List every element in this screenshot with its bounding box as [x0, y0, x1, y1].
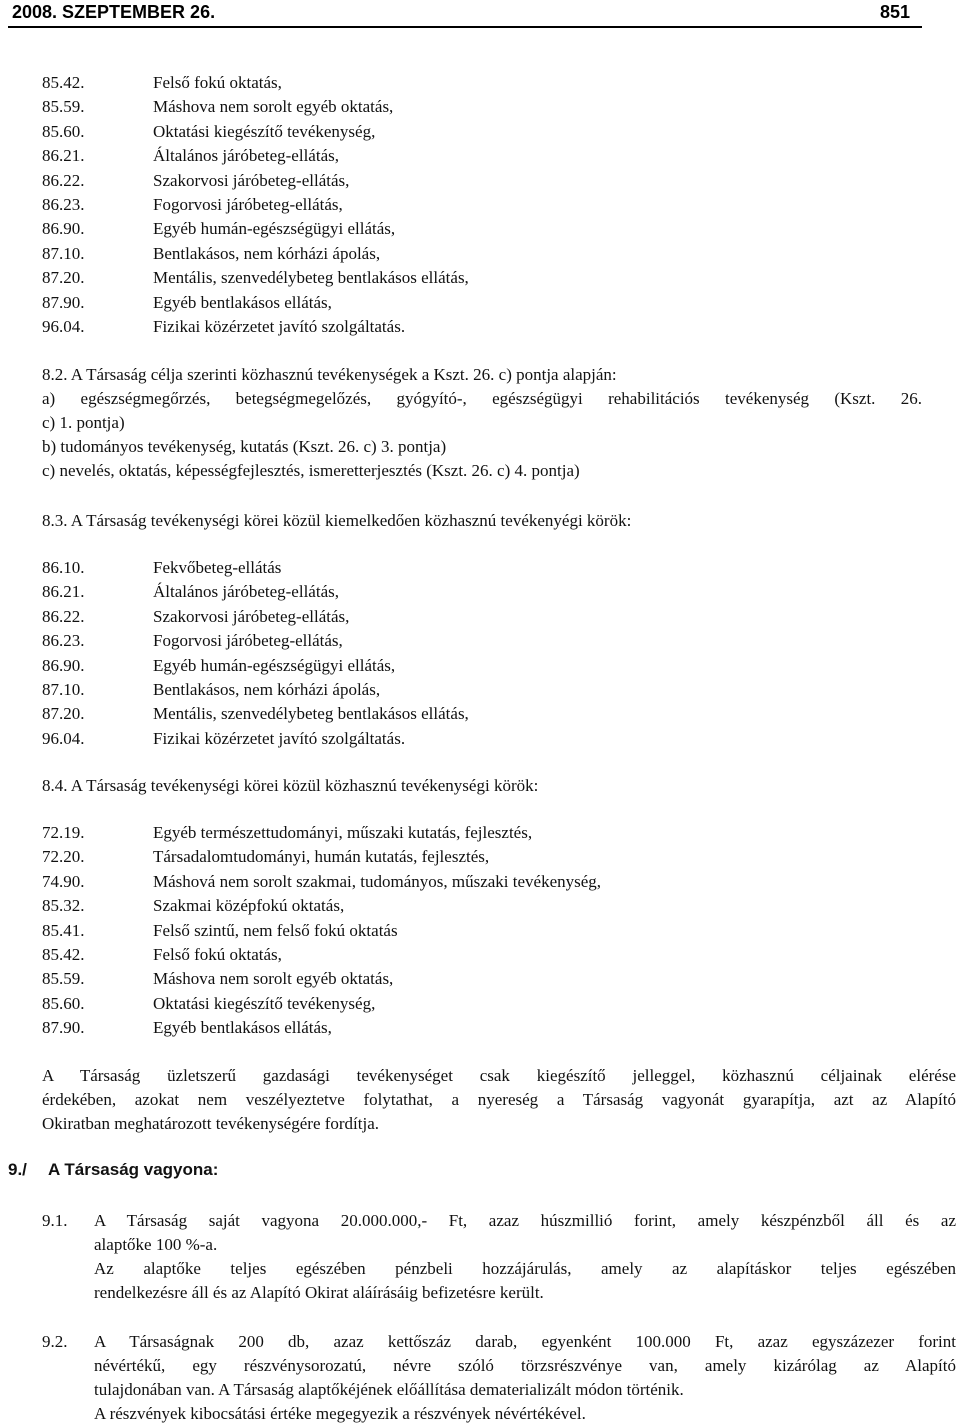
- activity-code: 85.60.: [42, 121, 85, 141]
- section-9-heading: [8, 1158, 218, 1182]
- paragraph-line: alaptőke 100 %-a.: [94, 1235, 218, 1254]
- paragraph-line: A Társaság üzletszerű gazdasági tevékenységet csak kiegészítő jelleggel, közhasznú céljainak elérése: [42, 1066, 956, 1085]
- activity-code: 86.10.: [42, 558, 85, 577]
- activity-code: 86.22.: [42, 170, 85, 190]
- activity-code: 72.20.: [42, 847, 85, 867]
- list-item: [42, 242, 469, 266]
- header-date: 2008. SZEPTEMBER 26.: [12, 2, 216, 22]
- activity-code: 86.21.: [42, 582, 85, 602]
- activity-code: 85.32.: [42, 896, 85, 916]
- list-item: [42, 992, 601, 1016]
- activity-code: 86.21.: [42, 146, 85, 166]
- activity-text: Fizikai közérzetet javító szolgáltatás.: [153, 316, 406, 336]
- list-item: [42, 193, 469, 217]
- list-item: [42, 894, 601, 918]
- activity-code: 85.59.: [42, 97, 85, 117]
- activity-code: 86.90.: [42, 219, 85, 239]
- activity-text: Társadalomtudományi, humán kutatás, fejlesztés,: [153, 847, 490, 867]
- list-item: [42, 291, 469, 315]
- section-8-3-list: [42, 556, 469, 751]
- activity-code: 85.42.: [42, 944, 85, 964]
- page-number: 851: [880, 2, 911, 22]
- activity-text: Általános járóbeteg-ellátás,: [153, 582, 339, 602]
- activity-text: Mentális, szenvedélybeteg bentlakásos ellátás,: [153, 704, 469, 724]
- activity-code: 87.10.: [42, 243, 85, 263]
- activity-code: 87.20.: [42, 268, 85, 288]
- list-item: [42, 678, 469, 702]
- activity-code: 87.90.: [42, 1018, 85, 1038]
- section-9-title: A Társaság vagyona:: [48, 1160, 219, 1179]
- list-item: [42, 919, 601, 943]
- activity-code: 96.04.: [42, 316, 85, 336]
- list-item: [42, 702, 469, 726]
- activity-code: 87.20.: [42, 704, 85, 724]
- section-8-4-heading: 8.4. A Társaság tevékenységi körei közül közhasznú tevékenységi körök:: [42, 776, 539, 795]
- activity-code: 86.22.: [42, 606, 85, 626]
- activity-text: Máshova nem sorolt egyéb oktatás,: [153, 97, 394, 117]
- section-8-2: [42, 363, 922, 483]
- paragraph-line: rendelkezésre áll és az Alapító Okirat aláírásáig befizetésre került.: [94, 1283, 544, 1302]
- paragraph-line: Az alaptőke teljes egészében pénzbeli hozzájárulás, amely az alapításkor teljes egészében: [94, 1259, 956, 1278]
- header-rule: [8, 26, 922, 28]
- list-item: [42, 266, 469, 290]
- list-item: [42, 315, 469, 339]
- activity-code: 72.19.: [42, 823, 85, 842]
- section-8-2-item-a: a) egészségmegőrzés, betegségmegelőzés, gyógyító-, egészségügyi rehabilitációs tevékenység (Kszt. 26.: [42, 389, 922, 408]
- activity-text: Bentlakásos, nem kórházi ápolás,: [153, 243, 381, 263]
- activity-text: Felső szintű, nem felső fokú oktatás: [153, 920, 398, 940]
- section-8-2-item-b: b) tudományos tevékenység, kutatás (Kszt. 26. c) 3. pontja): [42, 437, 447, 456]
- activity-code: 86.90.: [42, 655, 85, 675]
- activity-text: Egyéb bentlakásos ellátás,: [153, 1018, 332, 1038]
- activity-text: Fogorvosi járóbeteg-ellátás,: [153, 631, 343, 651]
- activity-code-list: [42, 71, 469, 339]
- activity-code: 96.04.: [42, 728, 85, 748]
- section-8-2-item-a-cont: c) 1. pontja): [42, 413, 125, 432]
- list-item: [42, 71, 469, 95]
- paragraph-line: tulajdonában van. A Társaság alaptőkéjének előállítása dematerializált módon történik.: [94, 1380, 684, 1399]
- section-8-2-heading: 8.2. A Társaság célja szerinti közhasznú tevékenységek a Kszt. 26. c) pontja alapján:: [42, 365, 617, 384]
- activity-text: Egyéb bentlakásos ellátás,: [153, 292, 332, 312]
- activity-text: Máshová nem sorolt szakmai, tudományos, műszaki tevékenység,: [153, 871, 602, 891]
- list-item: [42, 727, 469, 751]
- list-item: [42, 629, 469, 653]
- list-item: [42, 967, 601, 991]
- activity-text: Oktatási kiegészítő tevékenység,: [153, 121, 376, 141]
- list-item: [42, 821, 601, 845]
- list-item: [42, 144, 469, 168]
- activity-text: Felső fokú oktatás,: [153, 944, 282, 964]
- activity-code: 85.60.: [42, 993, 85, 1013]
- paragraph-line: A részvények kibocsátási értéke megegyezik a részvények névértékével.: [94, 1404, 586, 1423]
- activity-text: Egyéb természettudományi, műszaki kutatás, fejlesztés,: [153, 823, 533, 842]
- subsection-number: 9.1.: [42, 1211, 68, 1230]
- section-9-number: 9./: [8, 1160, 27, 1179]
- activity-text: Máshova nem sorolt egyéb oktatás,: [153, 969, 394, 989]
- section-8-3-heading: 8.3. A Társaság tevékenységi körei közül kiemelkedően közhasznú tevékenyégi körök:: [42, 511, 632, 530]
- list-item: [42, 217, 469, 241]
- activity-code: 74.90.: [42, 871, 85, 891]
- section-8-4-list: [42, 821, 601, 1041]
- activity-text: Fekvőbeteg-ellátás: [153, 558, 282, 577]
- list-item: [42, 95, 469, 119]
- activity-text: Bentlakásos, nem kórházi ápolás,: [153, 679, 381, 699]
- list-item: [42, 654, 469, 678]
- business-activity-paragraph: [42, 1064, 956, 1136]
- activity-text: Felső fokú oktatás,: [153, 73, 282, 92]
- activity-code: 87.10.: [42, 679, 85, 699]
- activity-code: 87.90.: [42, 292, 85, 312]
- list-item: [42, 870, 601, 894]
- activity-text: Szakorvosi járóbeteg-ellátás,: [153, 606, 350, 626]
- list-item: [42, 556, 469, 580]
- activity-text: Oktatási kiegészítő tevékenység,: [153, 993, 376, 1013]
- list-item: [42, 605, 469, 629]
- list-item: [42, 580, 469, 604]
- list-item: [42, 1016, 601, 1040]
- activity-text: Szakmai középfokú oktatás,: [153, 896, 345, 916]
- activity-text: Egyéb humán-egészségügyi ellátás,: [153, 655, 396, 675]
- list-item: [42, 845, 601, 869]
- list-item: [42, 120, 469, 144]
- paragraph-line: A Társaságnak 200 db, azaz kettőszáz darab, egyenként 100.000 Ft, azaz egyszázezer forint: [94, 1332, 956, 1351]
- paragraph-line: A Társaság saját vagyona 20.000.000,- Ft, azaz húszmillió forint, amely készpénzből áll és az: [94, 1211, 956, 1230]
- list-item: [42, 943, 601, 967]
- list-item: [42, 169, 469, 193]
- paragraph-line: érdekében, azokat nem veszélyeztetve folytathat, a nyereség a Társaság vagyonát gyarapítja, azt az Alapító: [42, 1090, 956, 1109]
- paragraph-line: névértékű, egy részvénysorozatú, névre szóló törzsrészvénye van, amely kizárólag az Alapító: [94, 1356, 956, 1375]
- activity-code: 86.23.: [42, 631, 85, 651]
- activity-code: 85.42.: [42, 73, 85, 92]
- activity-text: Fizikai közérzetet javító szolgáltatás.: [153, 728, 406, 748]
- activity-code: 85.41.: [42, 920, 85, 940]
- subsection-number: 9.2.: [42, 1332, 68, 1351]
- activity-text: Egyéb humán-egészségügyi ellátás,: [153, 219, 396, 239]
- activity-text: Általános járóbeteg-ellátás,: [153, 146, 339, 166]
- paragraph-line: Okiratban meghatározott tevékenységére fordítja.: [42, 1114, 380, 1133]
- section-8-2-item-c: c) nevelés, oktatás, képességfejlesztés, ismeretterjesztés (Kszt. 26. c) 4. pontja): [42, 461, 580, 480]
- activity-text: Szakorvosi járóbeteg-ellátás,: [153, 170, 350, 190]
- activity-text: Mentális, szenvedélybeteg bentlakásos ellátás,: [153, 268, 469, 288]
- activity-text: Fogorvosi járóbeteg-ellátás,: [153, 194, 343, 214]
- activity-code: 86.23.: [42, 194, 85, 214]
- activity-code: 85.59.: [42, 969, 85, 989]
